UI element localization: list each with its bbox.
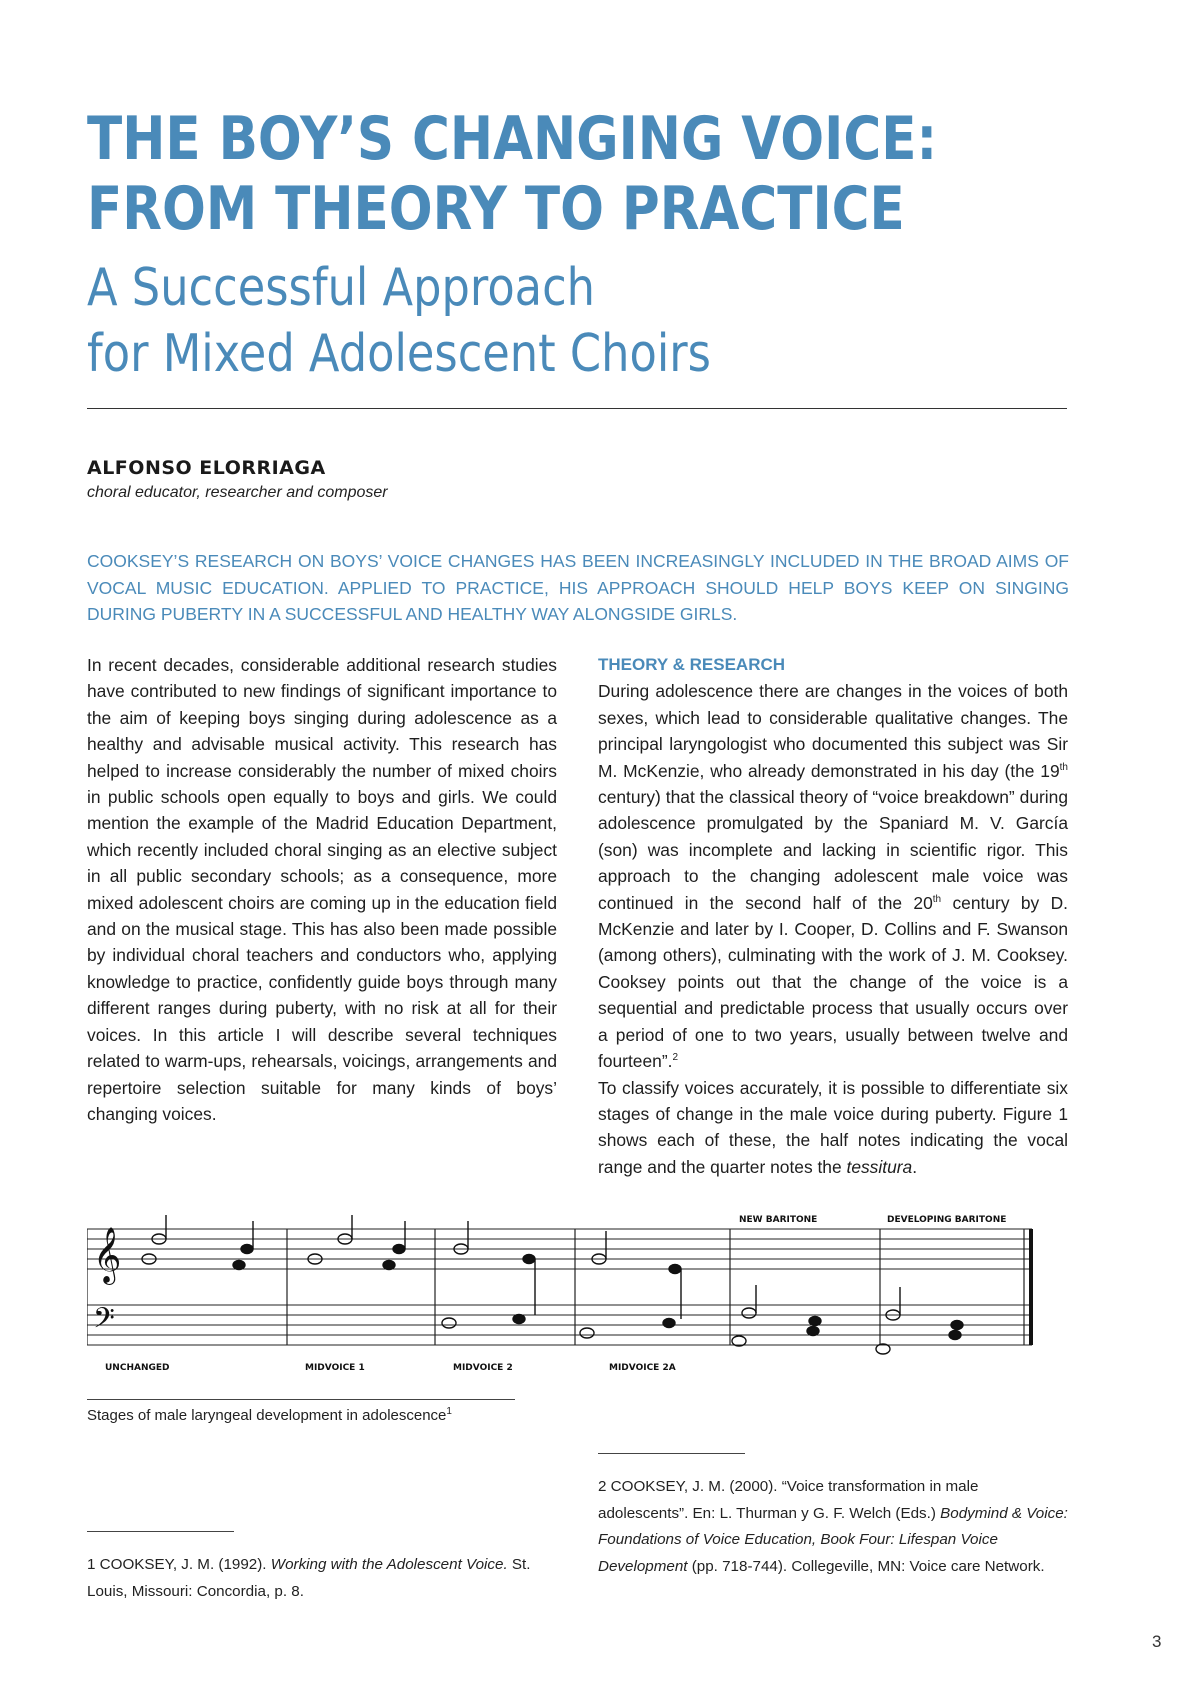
tessitura-term: tessitura (846, 1156, 913, 1177)
final-barline (1029, 1229, 1033, 1345)
voice-stages-figure (87, 1215, 1087, 1375)
theory-text-e: . (912, 1156, 918, 1177)
footnote-1-text-b: St. Louis, Missouri: Concordia, p. 8. (87, 1556, 531, 1600)
notes (142, 1215, 963, 1354)
lead-paragraph: COOKSEY’S RESEARCH ON BOYS’ VOICE CHANGES HAS BEEN INCREASINGLY INCLUDED IN THE BROAD AIMS OF VOCAL MUSIC EDUCATION. APPLIED TO PRACTICE, HIS APPROACH SHOULD HELP BOYS KEEP ON SINGING DURING PUBERTY IN A SUCCESSFUL AND HEALTHY WAY ALONGSIDE GIRLS. (87, 551, 1069, 624)
theory-text-c: century by D. McKenzie and later by I. Cooper, D. Collins and F. Swanson (among others), culminating with the work of J. M. Cooksey. Cooksey points out that the change of the voice is a sequential and predictable process that usually occurs over a period of one to two years, usually between twelve and fourteen”. (598, 892, 1068, 1072)
caption-text: Stages of male laryngeal development in adolescence (87, 1407, 447, 1424)
caption-footnote-ref: 1 (446, 1406, 452, 1417)
footnote-divider-left (87, 1531, 234, 1532)
section-heading: THEORY & RESEARCH (598, 655, 786, 674)
intro-paragraph: In recent decades, considerable additional research studies have contributed to new findings of significant importance to the aim of keeping boys singing during adolescence as a healthy and advisable musical activity. This research has helped to increase considerably the number of mixed choirs in public schools open equally to boys and girls. We could mention the example of the Madrid Education Department, which recently included choral singing as an elective subject in all public secondary schools; as a consequence, more mixed adolescent choirs are coming up in the education field and on the musical stage. This has also been made possible by individual choral teachers and conductors who, applying knowledge to practice, confidently guide boys through many different ranges during puberty, with no risk at all for their voices. In this article I will describe several techniques related to warm-ups, rehearsals, voicings, arrangements and repertoire selection suitable for many kinds of boys’ changing voices. (87, 655, 557, 1124)
subtitle-line-2: for Mixed Adolescent Choirs (87, 324, 711, 384)
figure-caption (87, 1407, 452, 1424)
theory-paragraph-2 (598, 1075, 1068, 1181)
footnote-1-text-a: 1 COOKSEY, J. M. (1992). (87, 1556, 271, 1573)
label-unchanged: UNCHANGED (105, 1363, 170, 1373)
author-name: ALFONSO ELORRIAGA (87, 457, 326, 479)
figure-divider (87, 1399, 515, 1400)
label-midvoice-1: MIDVOICE 1 (305, 1363, 365, 1373)
footnote-2-text-a: 2 COOKSEY, J. M. (2000). “Voice transformation in male adolescents”. En: L. Thurman y G. F. Welch (Eds.) (598, 1478, 979, 1522)
article-title (87, 104, 947, 244)
footnote-2-title: Bodymind & Voice: Foundations of Voice Education, Book Four: Lifespan Voice Development (598, 1504, 1068, 1575)
superscript-th-1: th (1059, 761, 1068, 773)
label-new-baritone: NEW BARITONE (739, 1215, 818, 1225)
author-role: choral educator, researcher and composer (87, 484, 388, 501)
label-developing-baritone: DEVELOPING BARITONE (887, 1215, 1007, 1225)
right-column (598, 652, 1068, 1180)
label-midvoice-2: MIDVOICE 2 (453, 1363, 513, 1373)
title-line-2: FROM THEORY TO PRACTICE (87, 174, 905, 244)
theory-paragraph-1 (598, 678, 1068, 1074)
theory-text-a: During adolescence there are changes in the voices of both sexes, which lead to considerable qualitative changes. The principal laryngologist who documented this subject was Sir M. McKenzie, who already demonstrated in his day (the 19 (598, 681, 1068, 781)
treble-staff (87, 1229, 1032, 1269)
subtitle-line-1: A Successful Approach (87, 258, 596, 318)
footnote-divider-right (598, 1453, 745, 1454)
footnote-1-title: Working with the Adolescent Voice. (270, 1556, 508, 1573)
title-divider (87, 408, 1067, 409)
title-line-1: THE BOY’S CHANGING VOICE: (87, 104, 938, 174)
bass-clef-icon: 𝄢 (93, 1302, 115, 1342)
footnote-ref-2: 2 (672, 1052, 678, 1064)
footnote-2 (598, 1474, 1068, 1580)
label-midvoice-2a: MIDVOICE 2A (609, 1363, 676, 1373)
footnote-2-text-b: (pp. 718-744). Collegeville, MN: Voice care Network. (687, 1557, 1045, 1575)
theory-text-b: century) that the classical theory of “voice breakdown” during adolescence promulgated by the Spaniard M. V. García (son) was incomplete and lacking in scientific rigor. This approach to the changing adolescent male voice was continued in the second half of the 20 (598, 787, 1068, 913)
theory-text-d: To classify voices accurately, it is possible to differentiate six stages of change in the male voice during puberty. Figure 1 shows each of these, the half notes indicating the vocal range and the quarter notes the (598, 1077, 1068, 1177)
treble-clef-icon: 𝄞 (93, 1227, 122, 1283)
footnote-1 (87, 1552, 557, 1605)
article-subtitle (87, 255, 947, 387)
barlines (87, 1229, 1024, 1345)
page-number: 3 (1152, 1632, 1162, 1651)
left-column (87, 652, 557, 1127)
superscript-th-2: th (932, 893, 942, 905)
